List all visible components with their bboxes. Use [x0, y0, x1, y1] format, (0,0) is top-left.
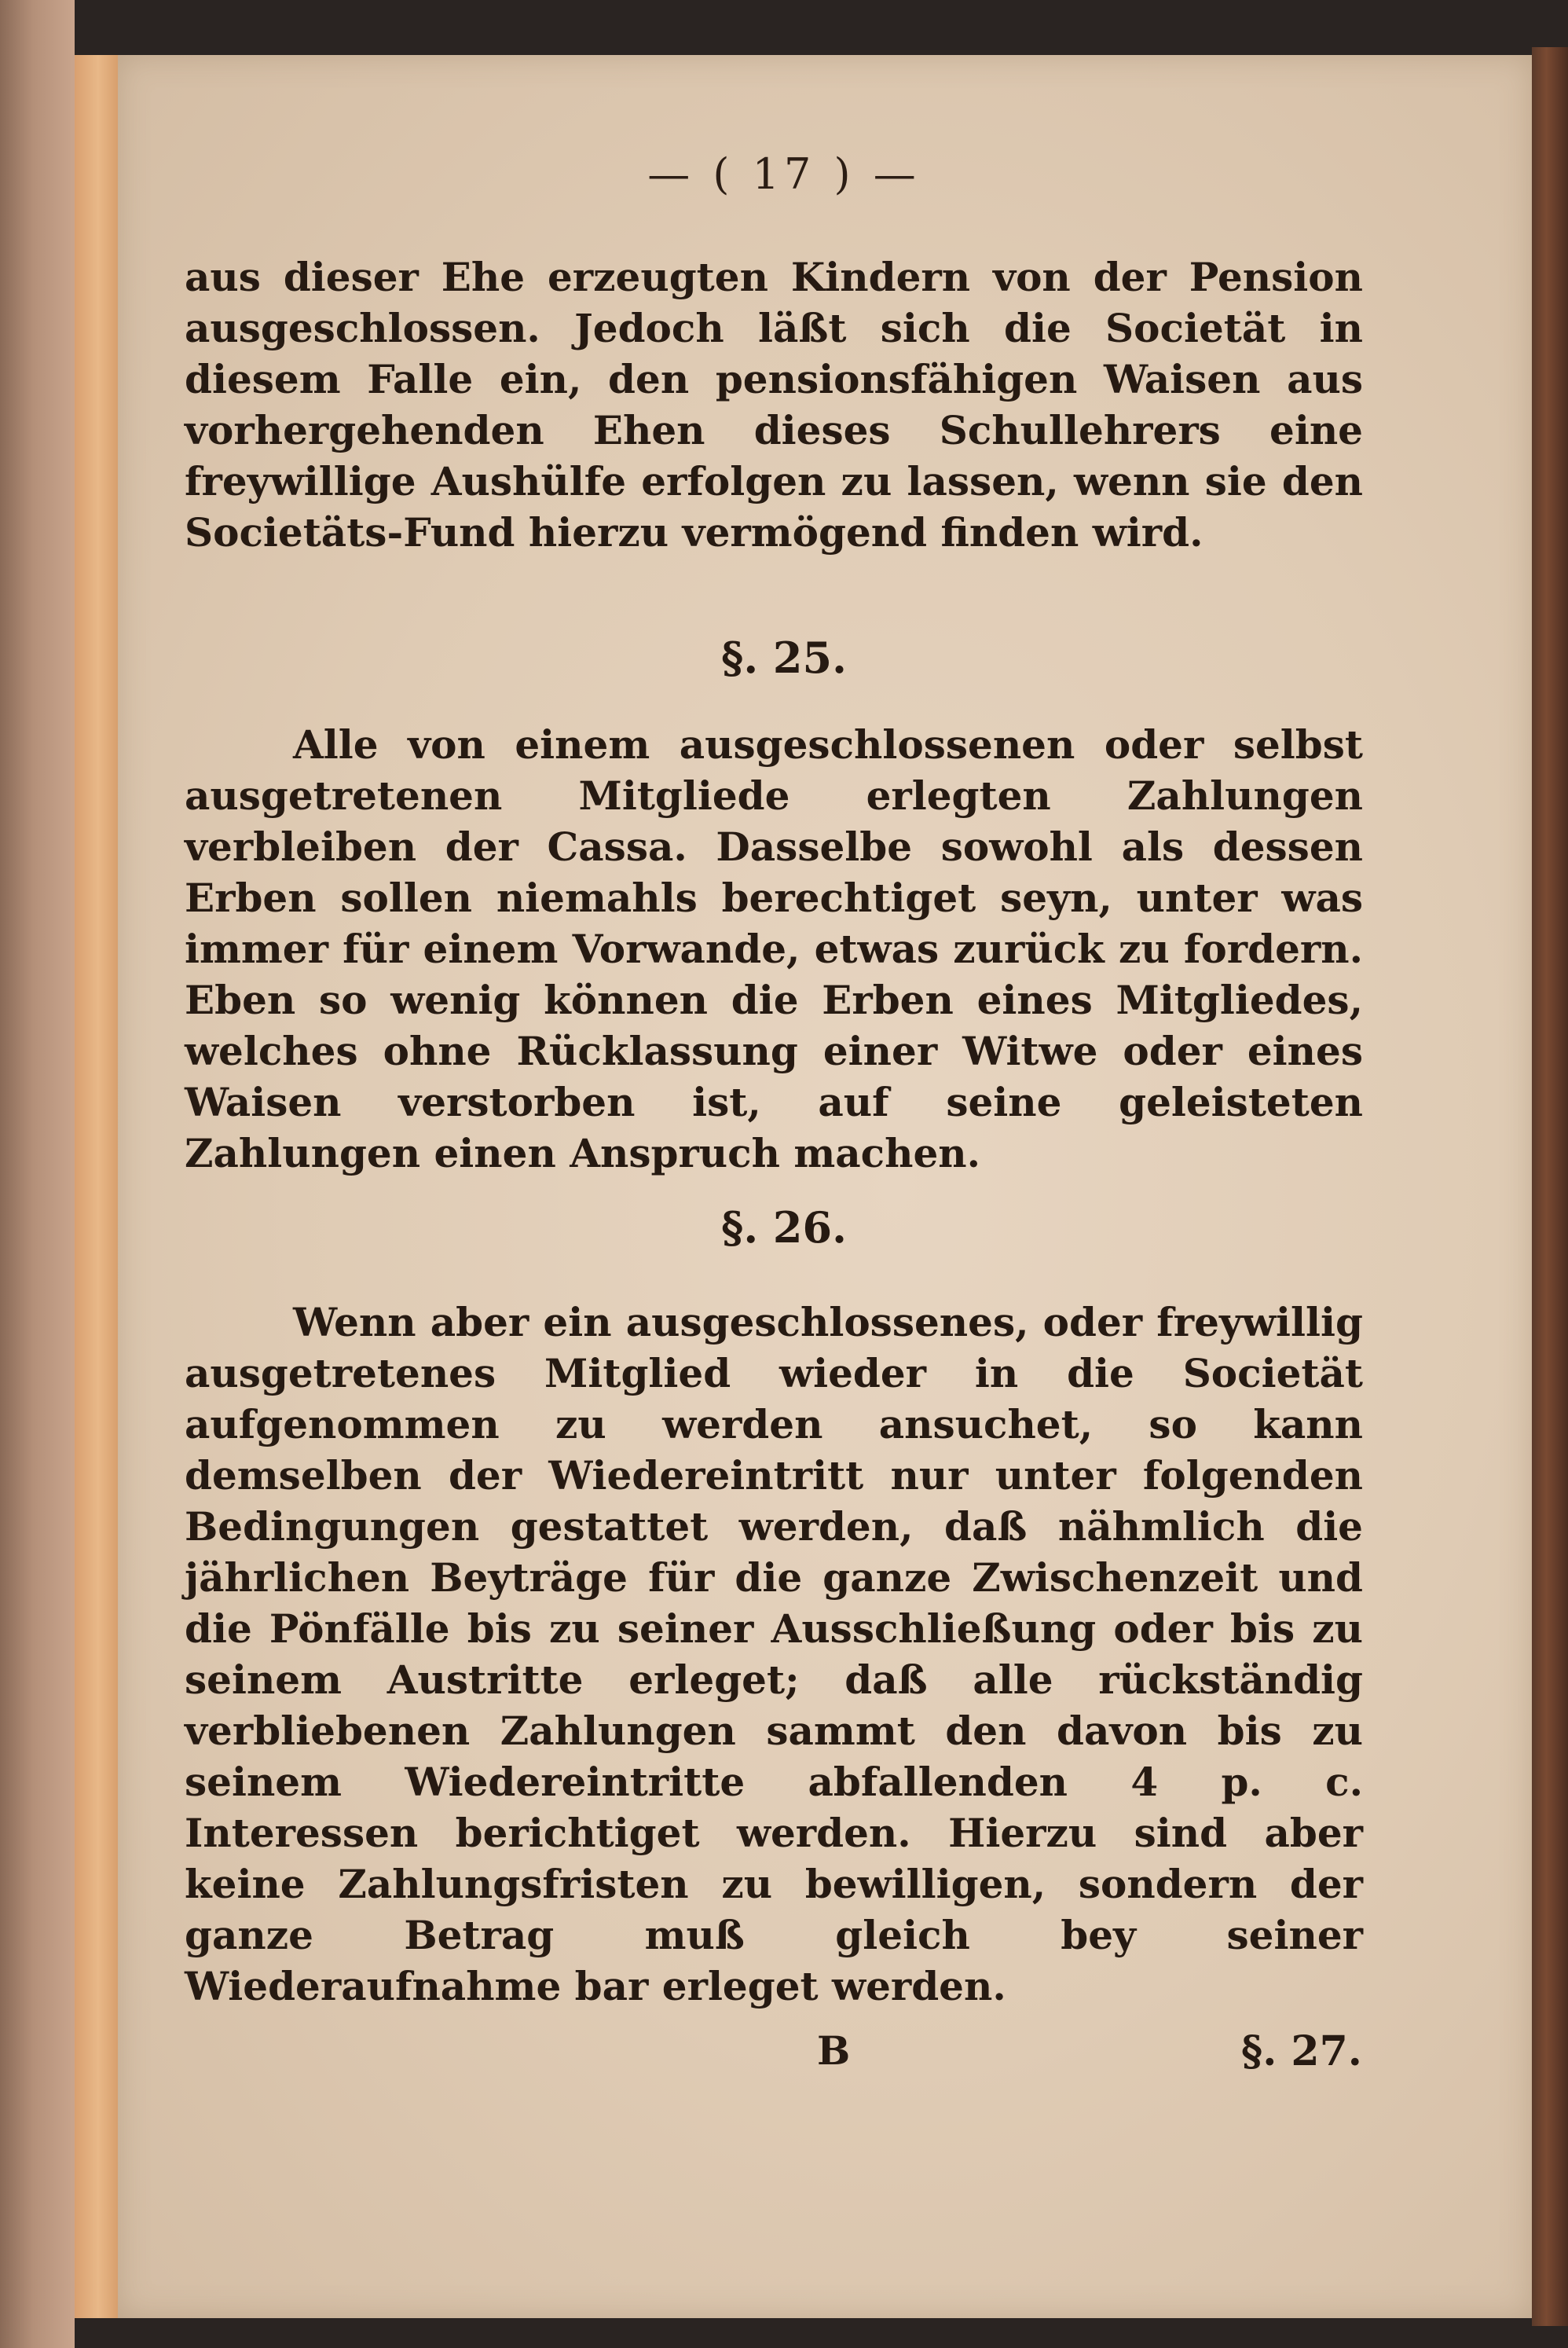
section-heading-25: §. 25.	[721, 633, 847, 683]
paragraph-block-3	[185, 1297, 1363, 2012]
left-page-edge	[0, 0, 75, 2348]
paragraph-3: Wenn aber ein ausgeschlossenes, oder freywillig ausgetretenes Mitglied wieder in die Societät aufgenommen zu werden ansuchet, so kann demselben der Wiedereintritt nur unter folgenden Bedingungen gestattet werden, daß nähmlich die jährlichen Beyträge für die ganze Zwischenzeit und die Pönfälle bis zu seiner Ausschließung oder bis zu seinem Austritte erleget; daß alle rückständig verbliebenen Zahlungen sammt den davon bis zu seinem Wiedereintritte abfallenden 4 p. c. Interessen berichtiget werden. Hierzu sind aber keine Zahlungsfristen zu bewilligen, sondern der ganze Betrag muß gleich bey seiner Wiederaufnahme bar erleget werden.	[185, 1299, 1363, 2009]
paragraph-block-1	[185, 251, 1363, 558]
section-heading-26: §. 26.	[721, 1202, 847, 1253]
book-spine-edge	[1532, 47, 1568, 2326]
page-header: — ( 17 ) —	[647, 149, 921, 199]
book-gutter	[75, 55, 122, 2318]
catchword: §. 27.	[1241, 2027, 1362, 2075]
paragraph-block-2	[185, 719, 1363, 1179]
paragraph-2: Alle von einem ausgeschlossenen oder selbst ausgetretenen Mitgliede erlegten Zahlungen verbleiben der Cassa. Dasselbe sowohl als dessen Erben sollen niemahls berechtiget seyn, unter was immer für einem Vorwande, etwas zurück zu fordern. Eben so wenig können die Erben eines Mitgliedes, welches ohne Rücklassung einer Witwe oder eines Waisen verstorben ist, auf seine geleisteten Zahlungen einen Anspruch machen.	[185, 721, 1363, 1176]
signature-mark: B	[817, 2027, 851, 2074]
paragraph-1: aus dieser Ehe erzeugten Kindern von der Pension ausgeschlossen. Jedoch läßt sich die Societät in diesem Falle ein, den pensionsfähigen Waisen aus vorhergehenden Ehen dieses Schullehrers eine freywillige Aushülfe erfolgen zu lassen, wenn sie den Societäts-Fund hierzu vermögend finden wird.	[185, 254, 1363, 556]
